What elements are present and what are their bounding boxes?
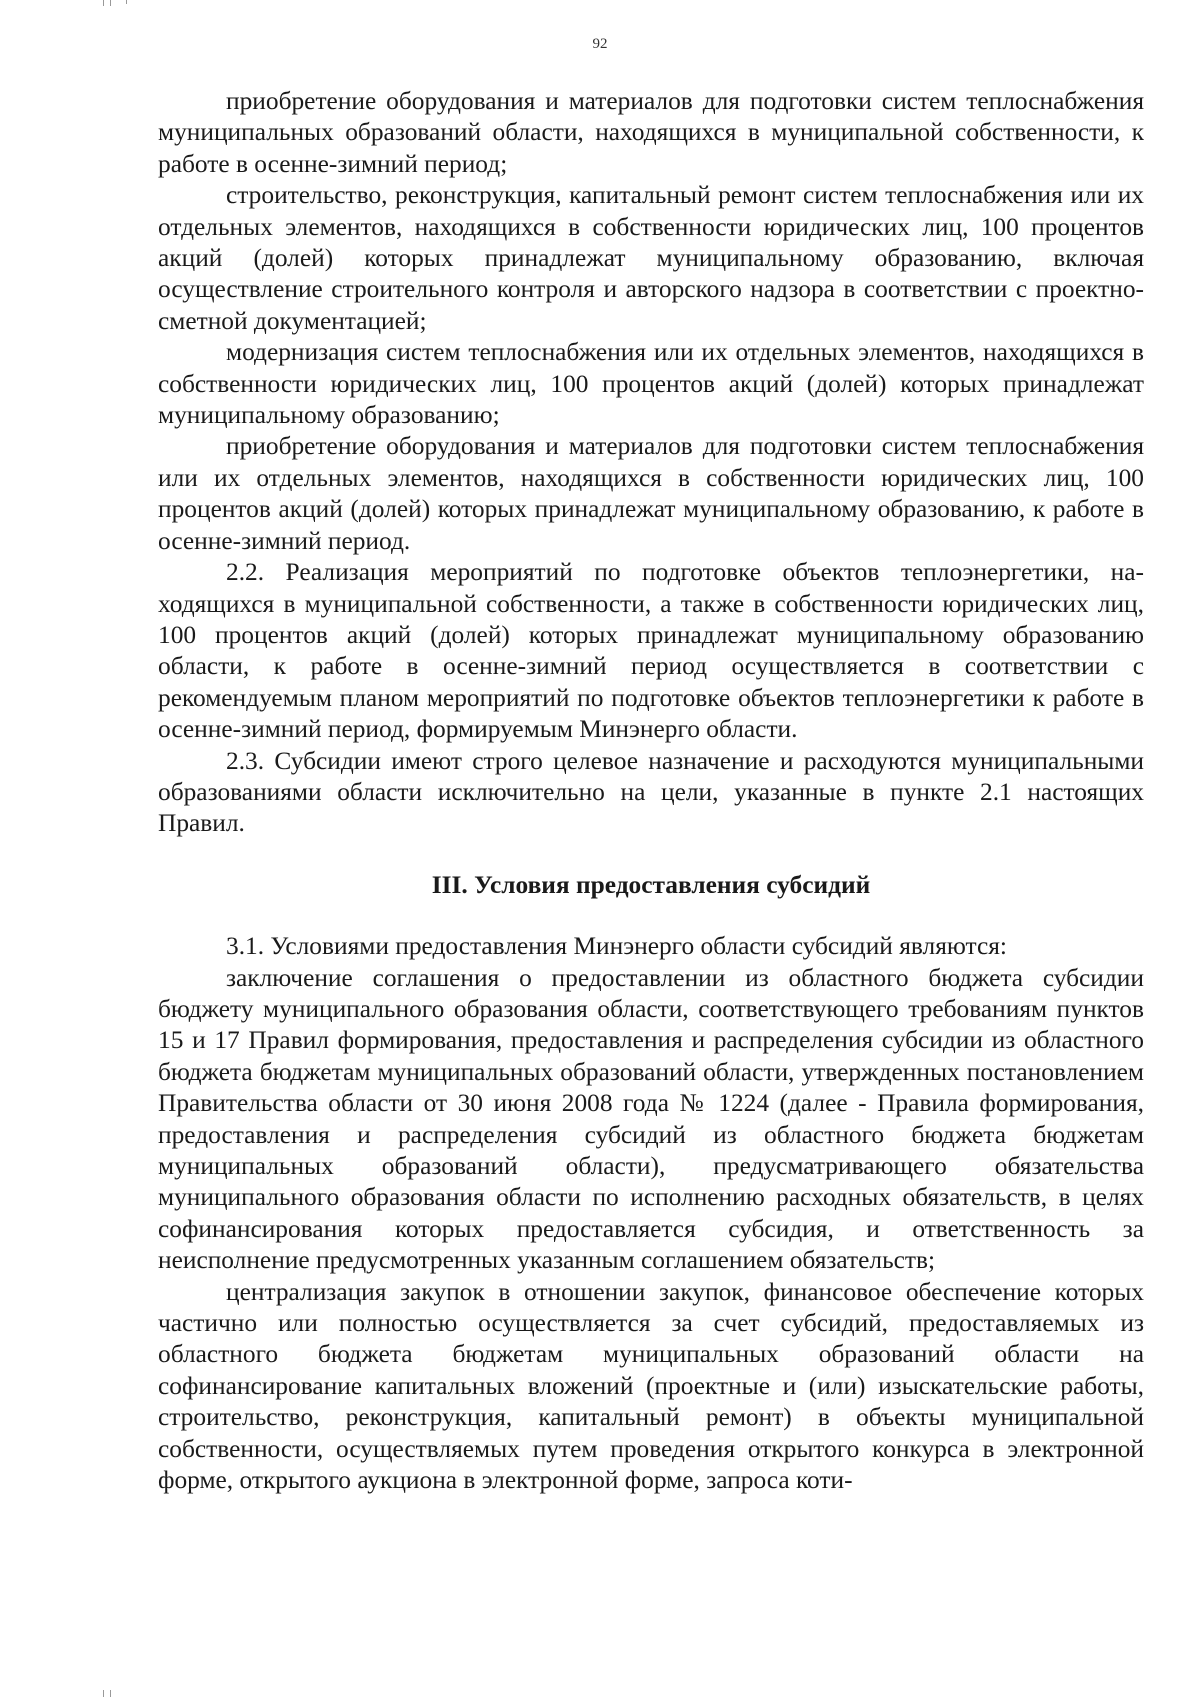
scan-artifact xyxy=(126,0,127,4)
paragraph: 3.1. Условиями предоставления Минэнерго области субсидий являются: xyxy=(226,932,1007,961)
paragraph: 2.3. Субсидии имеют строго целевое назначение и расходуются муниципальными образованиями области исключительно на цели, указанные в пункте 2.1 настоящих Правил. xyxy=(158,746,1144,838)
paragraph: 2.2. Реализация мероприятий по подготовке объектов теплоэнергетики, находящихся в муниципальной собственности, а также в собственности юридических лиц, 100 процентов акций (долей) которых принадлежат муниципальному образованию области, к работе в осенне-зимний период осуществляется в соответствии с рекомендуемым планом мероприятий по подготовке объектов теплоэнергетики к работе в осенне-зимний период, формируемым Минэнерго области. xyxy=(158,558,1144,744)
paragraph: строительство, реконструкция, капитальный ремонт систем теплоснабжения или их отдельных элементов, находящихся в собственности юридических лиц, 100 процентов акций (долей) которых принадлежат муниципальному образованию, включая осуществление строительного контроля и авторского надзора в соответствии с проектно-сметной документацией; xyxy=(158,181,1144,335)
paragraph: приобретение оборудования и материалов для подготовки систем теплоснабжения муниципальных образований области, находящихся в муниципальной собственности, к работе в осенне-зимний период; xyxy=(158,87,1144,178)
scan-artifact xyxy=(110,1690,111,1697)
paragraph: заключение соглашения о предоставлении из областного бюджета субсидии бюджету муниципального образования области, соответствующего требованиям пунктов 15 и 17 Правил формирования, предоставления и распределения субсидии из областного бюджета бюджетам муниципальных образований области, утвержденных постановлением Правительства области от 30 июня 2008 года № 1224 (далее - Правила формирования, предоставления и распределения субсидий из областного бюджета бюджетам муниципальных образований области), предусматривающего обязательства муниципального образования области по исполнению расходных обязательств, в целях софинансирования которых предоставляется субсидия, и ответственность за неисполнение предусмотренных указанным соглашением обязательств; xyxy=(158,963,1144,1275)
scan-artifact xyxy=(103,0,104,6)
section-heading: III. Условия предоставления субсидий xyxy=(431,870,871,899)
paragraph: приобретение оборудования и материалов для подготовки систем теплоснабжения или их отдельных элементов, находящихся в собственности юридических лиц, 100 процентов акций (долей) которых принадлежат муниципальному образованию, к работе в осенне-зимний период. xyxy=(158,432,1144,555)
page-number: 92 xyxy=(592,36,608,52)
paragraph: централизация закупок в отношении закупок, финансовое обеспечение которых частично или полностью осуществляется за счет субсидий, предоставляемых из областного бюджета бюджетам муниципальных образований области на софинансирование капитальных вложений (проектные и (или) изыскательские работы, строительство, реконструкция, капитальный ремонт) в объекты муниципальной собственности, осуществляемых путем проведения открытого конкурса в электронной форме, открытого аукциона в электронной форме, запроса коти- xyxy=(158,1277,1144,1495)
document-body xyxy=(158,86,1144,1496)
scan-artifact xyxy=(103,1690,104,1697)
scan-artifact xyxy=(110,0,111,6)
paragraph: модернизация систем теплоснабжения или их отдельных элементов, находящихся в собственности юридических лиц, 100 процентов акций (долей) которых принадлежат муниципальному образованию; xyxy=(158,338,1144,430)
